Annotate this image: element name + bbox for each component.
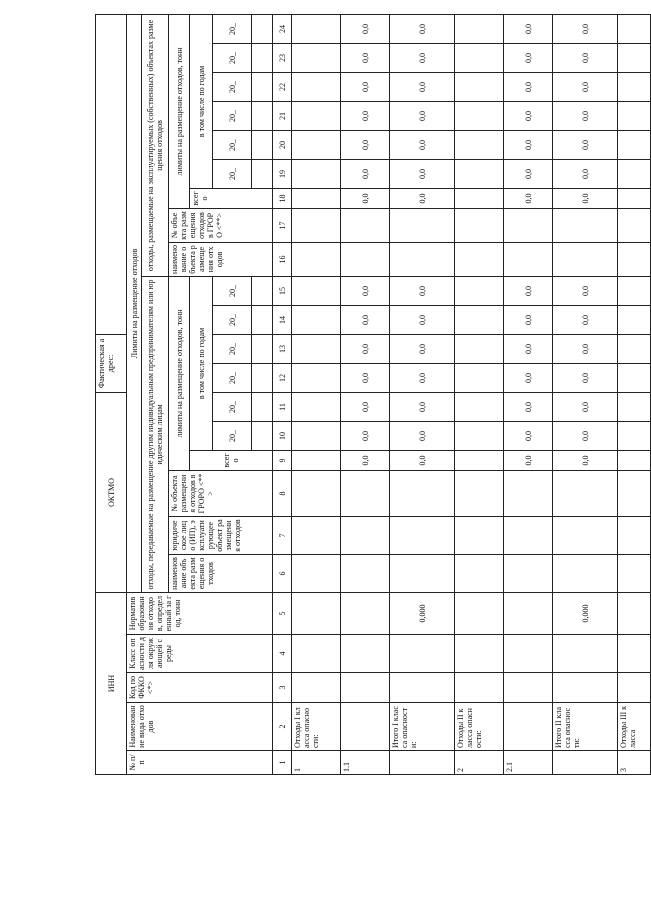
limit-value: 0,0 (341, 422, 390, 451)
table-row (553, 14, 618, 774)
inn-label: ИНН (96, 593, 127, 775)
hazard-class (553, 635, 618, 673)
own-year-header: 20_ (213, 72, 252, 101)
own-limit-value (455, 72, 504, 101)
limit-value: 0,0 (390, 392, 455, 421)
column-number: 24 (273, 14, 292, 43)
facility-name (553, 555, 618, 593)
own-limit-value (292, 101, 341, 130)
column-number: 10 (273, 422, 292, 451)
limit-value (292, 334, 341, 363)
limit-value: 0,0 (341, 451, 390, 471)
limit-value (292, 305, 341, 334)
limit-value (292, 451, 341, 471)
limit-value (618, 334, 651, 363)
header-band (96, 14, 127, 774)
hazard-class (292, 635, 341, 673)
hazard-class (455, 635, 504, 673)
own-limit-value: 0,0 (553, 43, 618, 72)
limit-value: 0,0 (553, 334, 618, 363)
year-header: 20_ (213, 363, 252, 392)
own-limit-value: 0,0 (390, 72, 455, 101)
grorо-number (455, 471, 504, 517)
limit-value: 0,0 (504, 422, 553, 451)
column-number: 19 (273, 159, 292, 188)
limit-value (618, 305, 651, 334)
own-limit-value: 0,0 (390, 130, 455, 159)
limit-value (618, 276, 651, 305)
grorо-number (618, 471, 651, 517)
year-header: 20_ (213, 334, 252, 363)
own-limit-value (618, 72, 651, 101)
own-facility-name (390, 242, 455, 276)
column-number: 1 (273, 751, 292, 775)
own-limit-value: 0,0 (504, 188, 553, 208)
limit-value (292, 276, 341, 305)
column-number: 18 (273, 188, 292, 208)
limit-value: 0,0 (341, 276, 390, 305)
limit-value: 0,0 (341, 392, 390, 421)
column-number: 20 (273, 130, 292, 159)
own-limit-value (455, 188, 504, 208)
own-year-header: 20_ (213, 101, 252, 130)
facility-name (390, 555, 455, 593)
column-number: 16 (273, 242, 292, 276)
own-limit-value: 0,0 (390, 159, 455, 188)
own-facility-name (553, 242, 618, 276)
facility-name (341, 555, 390, 593)
own-limit-value (618, 14, 651, 43)
norm-value: 0,000 (390, 593, 455, 635)
own-limit-value: 0,0 (390, 14, 455, 43)
own-grorо-number (504, 208, 553, 242)
column-number: 21 (273, 101, 292, 130)
limit-value (292, 392, 341, 421)
own-limit-value: 0,0 (341, 43, 390, 72)
own-grorо-number (341, 208, 390, 242)
col-num-header: № п/п (127, 751, 273, 775)
own-facility-name (341, 242, 390, 276)
col-fkko-header: Код по ФККО <*> (127, 673, 273, 703)
own-limit-value (292, 14, 341, 43)
own-grorо-number (292, 208, 341, 242)
column-number: 3 (273, 673, 292, 703)
column-group-header (127, 14, 142, 774)
hazard-class (341, 635, 390, 673)
waste-name (341, 703, 390, 751)
column-number: 14 (273, 305, 292, 334)
limit-value: 0,0 (390, 276, 455, 305)
limit-value: 0,0 (341, 334, 390, 363)
limit-value (292, 363, 341, 392)
own-limit-value (618, 43, 651, 72)
table-row (292, 14, 341, 774)
own-limit-value (292, 43, 341, 72)
limit-value (618, 363, 651, 392)
facility-name (455, 555, 504, 593)
limit-value: 0,0 (553, 392, 618, 421)
norm-value (504, 593, 553, 635)
limits-form-sheet (95, 15, 637, 775)
limit-value: 0,0 (504, 451, 553, 471)
own-limit-value (455, 43, 504, 72)
own-by-years-header: в том числе по годам (190, 14, 213, 188)
row-number (553, 751, 618, 775)
fkko-code (504, 673, 553, 703)
table-row (618, 14, 651, 774)
own-limits-tons-header: лимиты на размещение отходов, тонн (169, 14, 190, 208)
column-number: 2 (273, 703, 292, 751)
norm-value (618, 593, 651, 635)
limit-value (618, 451, 651, 471)
own-limit-value (618, 130, 651, 159)
own-group-header: отходы, размещаемые на эксплуатируемых (собственных) объектах размещения отходов (142, 14, 169, 276)
column-number: 17 (273, 208, 292, 242)
own-grorо-number (390, 208, 455, 242)
limit-value (455, 363, 504, 392)
row-number: 2.1 (504, 751, 553, 775)
rotated-page-frame (95, 15, 637, 775)
own-year-header: 20_ (213, 159, 252, 188)
limit-value: 0,0 (553, 422, 618, 451)
column-number: 12 (273, 363, 292, 392)
own-facility-name (455, 242, 504, 276)
own-limit-value: 0,0 (390, 188, 455, 208)
own-facility-name (292, 242, 341, 276)
by-years-header: в том числе по годам (190, 276, 213, 450)
limit-value: 0,0 (390, 422, 455, 451)
own-year-header: 20_ (213, 14, 252, 43)
table-row (504, 14, 553, 774)
limit-value (618, 422, 651, 451)
col-hazard-class-header: Класс опасности для окружающей среды (127, 635, 273, 673)
limit-value: 0,0 (553, 276, 618, 305)
fkko-code (292, 673, 341, 703)
limit-value: 0,0 (504, 276, 553, 305)
waste-name: Отходы I класса опасности: (292, 703, 341, 751)
own-limit-value: 0,0 (341, 72, 390, 101)
column-number: 15 (273, 276, 292, 305)
own-limit-value (455, 130, 504, 159)
own-limit-value: 0,0 (341, 159, 390, 188)
own-limit-value: 0,0 (390, 43, 455, 72)
operator-name (504, 517, 553, 555)
row-number: 3 (618, 751, 651, 775)
own-year-header: 20_ (213, 130, 252, 159)
col-norm-header: Норматив образования отходов, определенный за год, тонн (127, 593, 273, 635)
limit-value: 0,0 (504, 363, 553, 392)
own-year-header: 20_ (213, 43, 252, 72)
fkko-code (455, 673, 504, 703)
limit-value: 0,0 (553, 451, 618, 471)
own-limit-value (618, 159, 651, 188)
grorо-number-header: № объекта размещения отходов в ГРОРО <**> (169, 471, 273, 517)
waste-name: Отходы II класса опасности: (455, 703, 504, 751)
own-limit-value: 0,0 (553, 72, 618, 101)
own-limit-value (618, 101, 651, 130)
column-number: 7 (273, 517, 292, 555)
own-facility-name (504, 242, 553, 276)
table-row (341, 14, 390, 774)
operator-name (292, 517, 341, 555)
row-number (390, 751, 455, 775)
own-limit-value: 0,0 (341, 188, 390, 208)
table-body (292, 14, 651, 774)
limit-value: 0,0 (390, 334, 455, 363)
own-limit-value: 0,0 (341, 14, 390, 43)
own-limit-value: 0,0 (553, 130, 618, 159)
norm-value (292, 593, 341, 635)
own-limit-value: 0,0 (504, 101, 553, 130)
fkko-code (341, 673, 390, 703)
limit-value (292, 422, 341, 451)
limits-group-header: Лимиты на размещение отходов (127, 14, 142, 592)
table-row (390, 14, 455, 774)
own-total-header: всего (190, 188, 273, 208)
operator-name (553, 517, 618, 555)
fkko-code (390, 673, 455, 703)
transfer-group-header: отходы, передаваемые на размещение другим индивидуальным предпринимателям или юридическим лицам (142, 276, 169, 592)
limit-value: 0,0 (504, 334, 553, 363)
waste-limits-table (95, 14, 651, 775)
limit-value: 0,0 (553, 363, 618, 392)
total-header: всего (190, 451, 273, 471)
own-grorо-number (455, 208, 504, 242)
column-number: 6 (273, 555, 292, 593)
year-header: 20_ (213, 422, 252, 451)
own-limit-value: 0,0 (390, 101, 455, 130)
own-limit-value: 0,0 (504, 130, 553, 159)
own-limit-value (292, 72, 341, 101)
address-label: Фактическая адрес: (96, 334, 127, 392)
waste-name: Отходы III класса (618, 703, 651, 751)
waste-name: Итого I класса опасности: (390, 703, 455, 751)
own-limit-value: 0,0 (504, 72, 553, 101)
own-limit-value: 0,0 (553, 159, 618, 188)
limit-value: 0,0 (553, 305, 618, 334)
norm-value: 0,000 (553, 593, 618, 635)
grorо-number (292, 471, 341, 517)
column-number: 11 (273, 392, 292, 421)
column-number: 4 (273, 635, 292, 673)
address-value (96, 14, 127, 334)
own-grorо-number (553, 208, 618, 242)
own-limit-value (292, 130, 341, 159)
hazard-class (504, 635, 553, 673)
waste-name: Итого II класса опасности: (553, 703, 618, 751)
operator-header: юридическое лицо (ИП), эксплуатирующее объект размещения отходов (169, 517, 273, 555)
limits-tons-header: лимиты на размещение отходов, тонн (169, 276, 190, 470)
limit-value: 0,0 (504, 305, 553, 334)
column-number: 8 (273, 471, 292, 517)
column-number-row (273, 14, 292, 774)
own-limit-value (455, 101, 504, 130)
own-facility-name (618, 242, 651, 276)
hazard-class (618, 635, 651, 673)
limit-value (455, 451, 504, 471)
year-header: 20_ (213, 276, 252, 305)
limit-value (455, 276, 504, 305)
own-limit-value (292, 188, 341, 208)
limit-value (618, 392, 651, 421)
oktmo-label: ОКТМО (96, 392, 127, 592)
grorо-number (390, 471, 455, 517)
own-limit-value: 0,0 (504, 14, 553, 43)
own-limit-value: 0,0 (341, 101, 390, 130)
fkko-code (553, 673, 618, 703)
column-number: 5 (273, 593, 292, 635)
table-row (455, 14, 504, 774)
column-number: 9 (273, 451, 292, 471)
year-header: 20_ (213, 392, 252, 421)
grorо-number (504, 471, 553, 517)
norm-value (455, 593, 504, 635)
waste-name (504, 703, 553, 751)
facility-name-header: наименование объекта размещения отходов (169, 555, 273, 593)
limit-value: 0,0 (390, 363, 455, 392)
operator-name (341, 517, 390, 555)
own-limit-value: 0,0 (553, 101, 618, 130)
own-limit-value (455, 14, 504, 43)
own-grorо-number-header: № объекта размещения отходов в ГРОРО <**> (169, 208, 273, 242)
limit-value: 0,0 (341, 363, 390, 392)
column-number: 23 (273, 43, 292, 72)
row-number: 1.1 (341, 751, 390, 775)
own-facility-name-header: наименование объекта размещения отходов (169, 242, 273, 276)
facility-name (504, 555, 553, 593)
limit-value (455, 392, 504, 421)
limit-value: 0,0 (341, 305, 390, 334)
row-number: 2 (455, 751, 504, 775)
year-header: 20_ (213, 305, 252, 334)
limit-value: 0,0 (504, 392, 553, 421)
limit-value (455, 422, 504, 451)
own-limit-value: 0,0 (553, 188, 618, 208)
own-limit-value (618, 188, 651, 208)
facility-name (618, 555, 651, 593)
operator-name (390, 517, 455, 555)
fkko-code (618, 673, 651, 703)
hazard-class (390, 635, 455, 673)
norm-value (341, 593, 390, 635)
limit-value: 0,0 (390, 451, 455, 471)
grorо-number (341, 471, 390, 517)
column-number: 22 (273, 72, 292, 101)
limit-value (455, 334, 504, 363)
own-limit-value: 0,0 (504, 43, 553, 72)
own-limit-value (455, 159, 504, 188)
own-grorо-number (618, 208, 651, 242)
own-limit-value: 0,0 (504, 159, 553, 188)
limit-value (455, 305, 504, 334)
own-limit-value: 0,0 (341, 130, 390, 159)
facility-name (292, 555, 341, 593)
own-limit-value (292, 159, 341, 188)
col-name-header: Наименование вида отходов (127, 703, 273, 751)
limit-value: 0,0 (390, 305, 455, 334)
operator-name (618, 517, 651, 555)
column-number: 13 (273, 334, 292, 363)
row-number: 1 (292, 751, 341, 775)
own-limit-value: 0,0 (553, 14, 618, 43)
grorо-number (553, 471, 618, 517)
operator-name (455, 517, 504, 555)
